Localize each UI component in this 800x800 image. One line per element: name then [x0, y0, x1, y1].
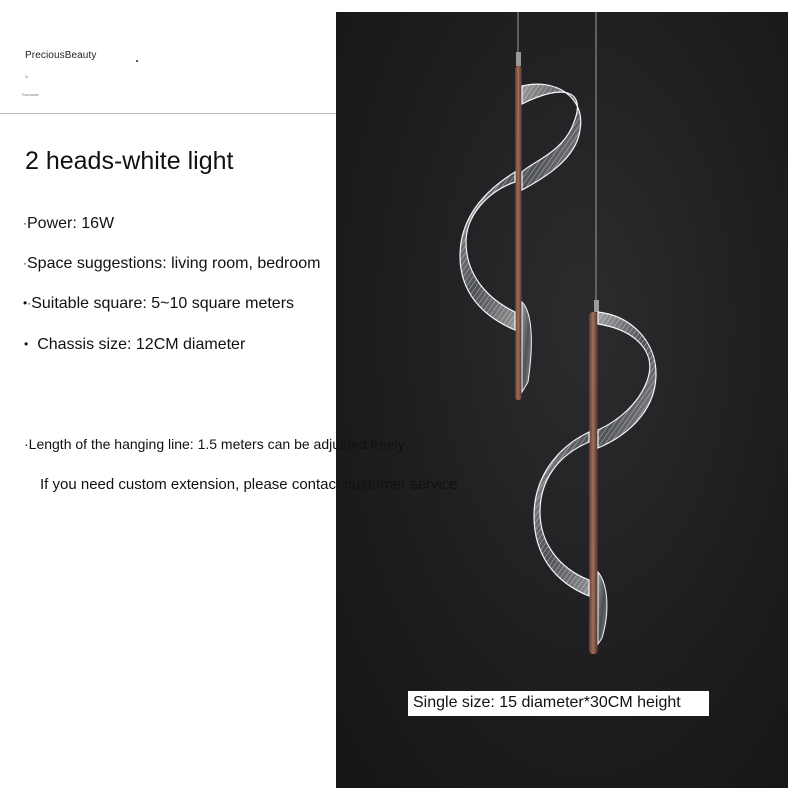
ribbon-middle-lines	[534, 432, 589, 596]
spec-text: Space suggestions: living room, bedroom	[27, 255, 321, 272]
brand-name: PreciousBeauty	[25, 50, 97, 61]
size-label-text: Single size: 15 diameter*30CM height	[413, 694, 681, 711]
product-photo	[336, 12, 788, 788]
rod	[589, 312, 598, 654]
size-label-box	[408, 691, 709, 716]
pendant-lamp-2	[534, 12, 656, 654]
ribbon-middle-lines	[460, 172, 515, 330]
ribbon-bottom	[598, 572, 607, 644]
ribbon-bottom	[522, 302, 531, 392]
product-title: 2 heads-white light	[25, 147, 234, 175]
hanging-line-note: ·Length of the hanging line: 1.5 meters can be adjusted freely	[24, 436, 405, 452]
brand-logo-mark: ✧	[24, 75, 30, 81]
brand-dot	[136, 60, 138, 62]
spec-text: Chassis size: 12CM diameter	[37, 336, 246, 353]
spec-power	[23, 215, 114, 233]
spec-text: Suitable square: 5~10 square meters	[31, 295, 295, 312]
spec-bullet: ·	[23, 216, 27, 230]
spec-chassis	[24, 336, 245, 354]
spec-space	[23, 255, 321, 273]
pendant-lamp-1	[460, 12, 581, 400]
spec-bullet: ·	[23, 256, 27, 270]
spec-bullet: •·	[23, 296, 32, 310]
spec-square	[23, 295, 294, 313]
wire-clamp	[594, 300, 599, 312]
brand-tagline: Romantic	[22, 92, 39, 97]
wire-clamp	[516, 52, 521, 66]
pendant-lamps-illustration	[336, 12, 788, 788]
spec-bullet: •	[24, 337, 29, 351]
rod	[515, 66, 522, 400]
custom-extension-note: If you need custom extension, please contact customer service	[40, 476, 458, 493]
spec-text: Power: 16W	[27, 215, 115, 232]
header-divider	[0, 113, 336, 114]
